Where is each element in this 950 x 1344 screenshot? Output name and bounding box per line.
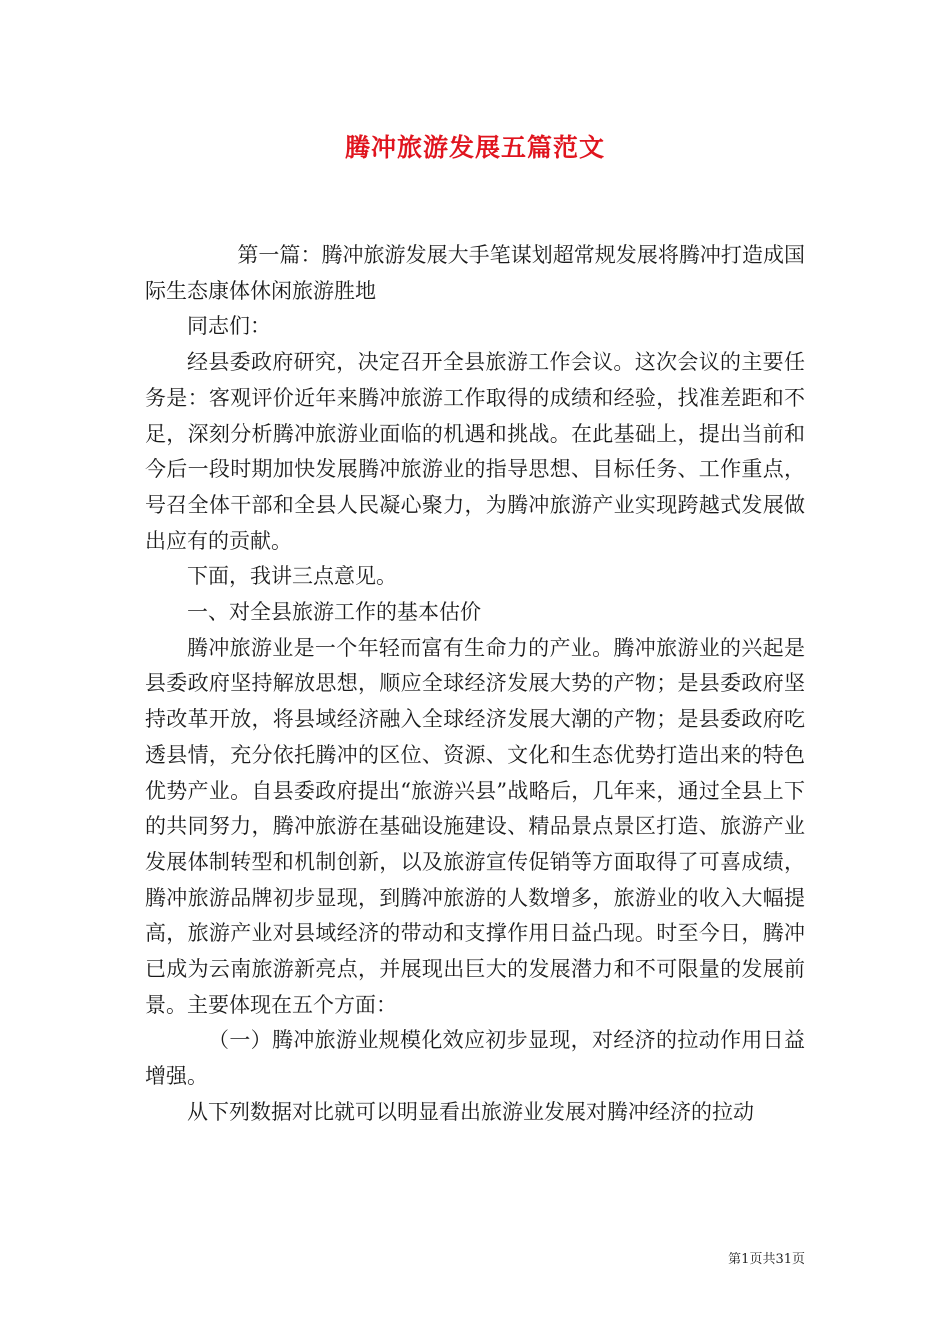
paragraph-data-comparison: 从下列数据对比就可以明显看出旅游业发展对腾冲经济的拉动 <box>187 1099 754 1124</box>
document-body <box>145 238 805 1131</box>
paragraph-section-one: 一、对全县旅游工作的基本估价 <box>187 600 481 625</box>
paragraph-salutation: 同志们： <box>187 314 271 339</box>
document-title: 腾冲旅游发展五篇范文 <box>344 133 605 162</box>
paragraph-three-points: 下面，我讲三点意见。 <box>187 564 397 589</box>
page-number-footer: 第1页共31页 <box>728 1252 805 1267</box>
paragraph-tourism-overview: 腾冲旅游业是一个年轻而富有生命力的产业。腾冲旅游业的兴起是县委政府坚持解放思想，顺应全球经济发展大势的产物；是县委政府坚持改革开放，将县域经济融入全球经济发展大潮的产物；是县委政府吃透县情，充分依托腾冲的区位、资源、文化和生态优势打造出来的特色优势产业。自县委政府提出“旅游兴县”战略后，几年来，通过全县上下的共同努力，腾冲旅游在基础设施建设、精品景点景区打造、旅游产业发展体制转型和机制创新，以及旅游宣传促销等方面取得了可喜成绩，腾冲旅游品牌初步显现，到腾冲旅游的人数增多，旅游业的收入大幅提高，旅游产业对县域经济的带动和支撑作用日益凸现。时至今日，腾冲已成为云南旅游新亮点，并展现出巨大的发展潜力和不可限量的发展前景。主要体现在五个方面： <box>145 635 805 1017</box>
paragraph-intro: 经县委政府研究，决定召开全县旅游工作会议。这次会议的主要任务是：客观评价近年来腾冲旅游工作取得的成绩和经验，找准差距和不足，深刻分析腾冲旅游业面临的机遇和挑战。在此基础上，提出当前和今后一段时期加快发展腾冲旅游业的指导思想、目标任务、工作重点，号召全体干部和全县人民凝心聚力，为腾冲旅游产业实现跨越式发展做出应有的贡献。 <box>145 350 805 553</box>
paragraph-heading-first: 第一篇：腾冲旅游发展大手笔谋划超常规发展将腾冲打造成国际生态康体休闲旅游胜地 <box>145 243 805 303</box>
paragraph-subsection-one: （一）腾冲旅游业规模化效应初步显现，对经济的拉动作用日益增强。 <box>145 1028 805 1089</box>
